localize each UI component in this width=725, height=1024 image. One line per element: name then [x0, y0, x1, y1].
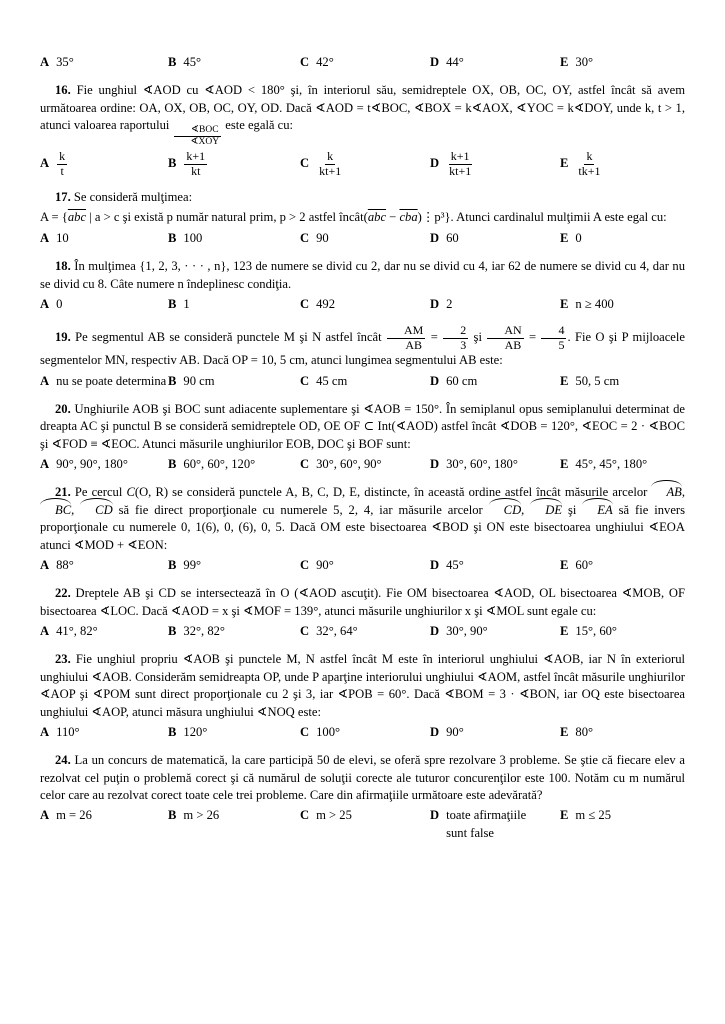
fraction — [184, 150, 207, 178]
question-body-segment: este egală cu: — [225, 118, 294, 133]
answer-label: A — [40, 55, 50, 69]
question-body-segment: (O, R) se consideră punctele A, B, C, D, E, distincte, în această ordine astfel încât măsurile arcelor — [134, 485, 652, 500]
overline-number: $\overline{abc}$ — [367, 210, 387, 225]
answer-row — [40, 456, 685, 473]
fraction-numerator: k — [586, 149, 593, 164]
question-18 — [40, 258, 685, 313]
answer-text: 90° — [446, 724, 464, 739]
answer-text: 0 — [56, 296, 63, 311]
answer-label: B — [168, 557, 177, 572]
answer-text: 30°, 60°, 180° — [446, 457, 518, 472]
question-number: 20. — [55, 401, 71, 416]
answer-option — [430, 557, 560, 574]
answer-option — [40, 230, 168, 247]
answer-option — [560, 623, 685, 640]
answer-label: C — [300, 156, 310, 171]
question-body-segment: şi — [473, 330, 482, 345]
math-segment: )⋮p³}. Atunci cardinalul mulţimii A este egal cu: — [417, 210, 667, 225]
fraction-numerator: k — [327, 149, 334, 164]
answer-row — [40, 807, 685, 842]
answer-option — [168, 557, 300, 574]
question-number: 21. — [55, 485, 71, 500]
answer-text: m > 26 — [183, 808, 220, 823]
answer-label: D — [430, 624, 440, 639]
question-23 — [40, 651, 685, 741]
fraction — [317, 150, 343, 178]
answer-row-previous-question — [40, 54, 685, 71]
fraction-numerator: AM — [387, 324, 425, 338]
answer-text: 45° — [446, 557, 464, 572]
question-19 — [40, 324, 685, 390]
answer-text: 60 — [446, 230, 459, 245]
question-body-segment: . Fie O şi P mijloacele segmentelor MN, respectiv AB. Dacă OP = 10, 5 cm, atunci lungimea segmentului AB este: — [40, 330, 685, 368]
answer-row — [40, 150, 685, 178]
answer-option — [40, 807, 168, 824]
answer-option — [430, 150, 560, 178]
separator: şi — [562, 502, 583, 517]
question-body-segment: La un concurs de matematică, la care participă 50 de elevi, se oferă spre rezolvare 3 probleme. Se ştie că fiecare elev a rezolvat cel puţin o problemă corect şi că numărul de soluţii corecte ale tuturor concurenţilor este 100. Notăm cu m numărul celor care au rezolvat corect toate cele trei probleme. Care din afirmaţiile următoare este adevărată? — [40, 753, 685, 803]
answer-text: 30° — [575, 55, 594, 69]
question-24-text — [40, 752, 685, 804]
answer-row — [40, 296, 685, 313]
answer-label: D — [430, 557, 440, 572]
answer-text: m ≤ 25 — [575, 808, 612, 823]
answer-text: 120° — [183, 724, 208, 739]
answer-text: 99° — [183, 557, 202, 572]
answer-label: D — [430, 296, 440, 311]
arc-label: AB — [651, 484, 681, 501]
answer-option — [430, 807, 560, 842]
question-16 — [40, 82, 685, 178]
answer-text: 35° — [56, 55, 74, 69]
answer-label: A — [40, 230, 50, 245]
answer-text: 90°, 90°, 180° — [56, 457, 128, 472]
answer-label: B — [168, 624, 177, 639]
question-20 — [40, 401, 685, 474]
answer-option — [430, 456, 560, 473]
answer-text: 50, 5 cm — [575, 373, 620, 388]
separator: , — [521, 502, 531, 517]
answer-option — [300, 623, 430, 640]
question-17-set-definition — [40, 209, 685, 226]
answer-label: A — [40, 724, 50, 739]
answer-label: B — [168, 457, 177, 472]
answer-label: B — [168, 156, 177, 171]
answer-option — [300, 557, 430, 574]
answer-text: 60°, 60°, 120° — [183, 457, 256, 472]
question-23-text — [40, 651, 685, 721]
answer-label: A — [40, 457, 50, 472]
fraction-numerator: k — [59, 149, 66, 164]
answer-option — [168, 296, 300, 313]
question-body-segment: Unghiurile AOB şi BOC sunt adiacente suplementare şi ∢AOB = 150°. În semiplanul opus semiplanului determinat de dreapta AC şi punctul B se consideră semidreptele OD, OE OF ⊂ Int(∢AOD) astfel încât ∢DOB = 120°, ∢EOC = 2 · ∢BOC şi ∢FOD ≡ ∢EOC. Atunci măsurile unghiurilor EOB, DOC şi BOF sunt: — [40, 401, 686, 451]
answer-text: 15°, 60° — [575, 624, 617, 639]
answer-option — [168, 456, 300, 473]
question-16-text — [40, 82, 685, 147]
answer-text: 0 — [575, 230, 582, 245]
fraction-numerator: k+1 — [450, 149, 470, 164]
fraction-denominator: AB — [405, 337, 423, 352]
answer-label: E — [560, 457, 569, 472]
fraction — [576, 150, 602, 178]
answer-label: A — [40, 373, 50, 388]
question-17 — [40, 189, 685, 247]
answer-label: D — [430, 55, 440, 69]
answer-text: 110° — [56, 724, 80, 739]
fraction — [541, 324, 566, 352]
answer-label: E — [560, 624, 569, 639]
arc-label: BC — [40, 502, 71, 519]
answer-label: E — [560, 296, 569, 311]
answer-option — [430, 373, 560, 390]
answer-option — [560, 456, 685, 473]
answer-label: C — [300, 457, 310, 472]
answer-text: 32°, 64° — [316, 624, 358, 639]
question-number: 24. — [55, 753, 71, 768]
answer-option — [430, 296, 560, 313]
answer-option — [168, 623, 300, 640]
fraction — [487, 324, 523, 352]
answer-label: D — [430, 808, 440, 823]
arc-label: EA — [582, 502, 612, 519]
answer-label: C — [300, 724, 310, 739]
overline-number: $\overline{cba}$ — [399, 210, 418, 225]
answer-text: 41°, 82° — [56, 624, 98, 639]
answer-text: 45° — [183, 55, 202, 69]
answer-label: B — [168, 373, 177, 388]
answer-option — [560, 150, 685, 178]
answer-option — [40, 150, 168, 178]
answer-label: E — [560, 808, 569, 823]
answer-option — [300, 807, 430, 824]
fraction — [174, 125, 222, 147]
answer-label: C — [300, 624, 310, 639]
equals-sign: = — [430, 330, 438, 345]
answer-row — [40, 724, 685, 741]
fraction-denominator: 3 — [460, 337, 467, 352]
answer-text: 1 — [183, 296, 190, 311]
answer-label: C — [300, 557, 310, 572]
answer-option — [40, 373, 168, 390]
answer-text: m = 26 — [56, 808, 92, 823]
answer-label: A — [40, 296, 50, 311]
answer-label: C — [300, 373, 310, 388]
answer-text: 100 — [183, 230, 203, 245]
answer-label: D — [430, 724, 440, 739]
answer-label: A — [40, 557, 50, 572]
question-body-segment: Pe segmentul AB se consideră punctele M şi N astfel încât — [75, 330, 382, 345]
answer-option — [560, 557, 685, 574]
answer-label: A — [40, 624, 50, 639]
answer-option — [168, 373, 300, 390]
answer-option — [168, 807, 300, 824]
fraction-denominator: ∢XOY — [190, 136, 220, 147]
answer-label: E — [560, 156, 569, 171]
math-segment: − — [386, 210, 400, 225]
answer-text: 45 cm — [316, 373, 348, 388]
question-body-segment: Dreptele AB şi CD se intersectează în O (∢AOD ascuţit). Fie OM bisectoarea ∢AOD, OL bisectoarea ∢MOB, OF bisectoarea ∢LOC. Dacă ∢AOD = x şi ∢MOF = 139°, atunci măsurile unghiurilor x şi ∢MOL sunt egale cu: — [40, 586, 686, 618]
answer-row — [40, 557, 685, 574]
question-number: 19. — [55, 330, 71, 345]
answer-text: 32°, 82° — [183, 624, 225, 639]
fraction — [57, 150, 67, 178]
question-body-segment: Fie unghiul propriu ∢AOB şi punctele M, N astfel încât M este în interiorul unghiului ∢AOB, iar N în exteriorul unghiului ∢AOB. Considerăm semidreapta OP, unde P aparţine interiorului unghiului ∢AOM, astfel încât măsurile unghiurilor ∢AOP şi ∢POM sunt direct proporţionale cu 2 şi 3, iar ∢POB = 60°. Dacă ∢BOM = 3 · ∢BON, iar OQ este bisectoarea unghiului ∢AOP, atunci măsura unghiului ∢NOQ este: — [40, 652, 685, 719]
answer-text: 90 — [316, 230, 329, 245]
fraction-denominator: t — [60, 163, 64, 178]
fraction-numerator: 2 — [443, 324, 468, 338]
answer-text: 10 — [56, 230, 69, 245]
question-22-text — [40, 585, 685, 620]
answer-option — [40, 724, 168, 741]
answer-option — [300, 373, 430, 390]
answer-text: 30°, 60°, 90° — [316, 457, 382, 472]
question-20-text — [40, 401, 685, 453]
calligraphic-c: C — [126, 485, 135, 500]
answer-option — [168, 54, 300, 71]
answer-option — [300, 296, 430, 313]
answer-text: nu se poate determina — [56, 373, 167, 388]
answer-label: E — [560, 557, 569, 572]
answer-option — [430, 230, 560, 247]
answer-label: A — [40, 808, 50, 823]
fraction — [387, 324, 425, 352]
answer-option — [560, 373, 685, 390]
fraction-denominator: tk+1 — [578, 163, 601, 178]
answer-text: m > 25 — [316, 808, 352, 823]
answer-text: 88° — [56, 557, 74, 572]
answer-option — [430, 623, 560, 640]
answer-option — [40, 54, 168, 71]
answer-text: 45°, 45°, 180° — [575, 457, 648, 472]
answer-option — [430, 54, 560, 71]
fraction-numerator: 4 — [541, 324, 566, 338]
answer-option — [40, 557, 168, 574]
question-body-segment: Se consideră mulţimea: — [73, 190, 193, 205]
answer-option — [560, 807, 685, 824]
answer-label: E — [560, 55, 569, 69]
answer-label: D — [430, 230, 440, 245]
answer-label: C — [300, 296, 310, 311]
question-body-segment: În mulţimea {1, 2, 3, · · · , n}, 123 de numere se divid cu 2, dar nu se divid cu 4, iar 62 de numere se divid cu 4, dar nu se divid cu 8. Câte numere n îndeplinesc condiţia. — [40, 259, 685, 291]
answer-text: 30°, 90° — [446, 624, 488, 639]
answer-row — [40, 373, 685, 390]
question-17-intro — [40, 189, 685, 206]
fraction-numerator: k+1 — [186, 149, 206, 164]
answer-option — [40, 623, 168, 640]
equals-sign: = — [529, 330, 537, 345]
question-body-segment: Fie unghiul ∢AOD cu ∢AOD < 180° şi, în interiorul său, semidreptele OX, OB, OC, OY, astfel încât să avem următoarea ordine: OA, OX, OB, OC, OY, OD. Dacă ∢AOD = t∢BOC, ∢BOX = k∢AOX, ∢YOC = k∢DOY, unde k, t > 1, atunci valoarea raportului — [40, 83, 685, 133]
answer-label: D — [430, 156, 440, 171]
answer-option — [560, 724, 685, 741]
overline-number: $\overline{abc}$ — [67, 210, 87, 225]
answer-label: B — [168, 808, 177, 823]
answer-text: 80° — [575, 724, 594, 739]
fraction-numerator: ∢BOC — [174, 125, 221, 137]
answer-label: D — [430, 457, 440, 472]
answer-label: B — [168, 724, 177, 739]
question-number: 18. — [55, 259, 71, 274]
answer-option — [300, 230, 430, 247]
answer-label: C — [300, 55, 310, 69]
question-body-segment: să fie direct proporţionale cu numerele 5, 2, 4, iar măsurile arcelor — [112, 502, 489, 517]
fraction-denominator: AB — [504, 337, 522, 352]
question-body-segment: Pe cercul — [74, 485, 127, 500]
question-21 — [40, 484, 685, 574]
answer-text: 492 — [316, 296, 335, 311]
math-segment: A = { — [40, 210, 68, 225]
answer-row — [40, 623, 685, 640]
answer-label: D — [430, 373, 440, 388]
question-number: 22. — [55, 586, 71, 601]
fraction-denominator: kt+1 — [319, 163, 342, 178]
fraction-denominator: kt+1 — [449, 163, 472, 178]
math-segment: | a > c şi există p număr natural prim, p > 2 astfel încât( — [86, 210, 368, 225]
arc-label: CD — [80, 502, 113, 519]
answer-text: 60° — [575, 557, 594, 572]
answer-label: E — [560, 230, 569, 245]
question-19-text — [40, 324, 685, 369]
answer-option — [560, 296, 685, 313]
answer-option — [560, 54, 685, 71]
arc-label: DE — [530, 502, 562, 519]
question-number: 16. — [55, 83, 71, 98]
answer-option — [300, 724, 430, 741]
answer-option — [168, 230, 300, 247]
answer-text: 44° — [446, 55, 464, 69]
answer-label: E — [560, 724, 569, 739]
answer-label: B — [168, 230, 177, 245]
answer-option — [40, 296, 168, 313]
answer-label: C — [300, 230, 310, 245]
question-body-segment: să fie invers proporţionale cu numerele 0, 1(6), 0, (6), 0, 5. Dacă OM este bisectoarea ∢BOD şi ON este bisectoarea unghiului ∢EOA atunci ∢MOD + ∢EON: — [40, 502, 686, 552]
answer-text: 60 cm — [446, 373, 478, 388]
fraction-denominator: kt — [191, 163, 201, 178]
fraction — [443, 324, 468, 352]
answer-option — [40, 456, 168, 473]
answer-text: 2 — [446, 296, 453, 311]
answer-option — [168, 724, 300, 741]
question-21-text — [40, 484, 685, 554]
answer-label: B — [168, 55, 177, 69]
fraction — [447, 150, 473, 178]
answer-label: E — [560, 373, 569, 388]
question-22 — [40, 585, 685, 640]
answer-text: n ≥ 400 — [575, 296, 614, 311]
answer-option — [300, 54, 430, 71]
answer-text: 90 cm — [183, 373, 215, 388]
separator: , — [681, 485, 685, 500]
answer-label: A — [40, 156, 50, 171]
answer-text: toate afirmaţiile sunt false — [446, 808, 527, 840]
separator: , — [71, 502, 81, 517]
answer-option — [300, 150, 430, 178]
answer-option — [560, 230, 685, 247]
arc-label: CD — [489, 502, 522, 519]
answer-text: 42° — [316, 55, 334, 69]
answer-label: B — [168, 296, 177, 311]
question-24 — [40, 752, 685, 842]
answer-label: C — [300, 808, 310, 823]
answer-text: 100° — [316, 724, 341, 739]
answer-option — [300, 456, 430, 473]
answer-option — [430, 724, 560, 741]
fraction-numerator: AN — [487, 324, 523, 338]
question-number: 23. — [55, 652, 71, 667]
fraction-denominator: 5 — [558, 337, 565, 352]
answer-text: 90° — [316, 557, 334, 572]
question-18-text — [40, 258, 685, 293]
answer-option — [168, 150, 300, 178]
question-number: 17. — [55, 190, 71, 205]
answer-row — [40, 230, 685, 247]
